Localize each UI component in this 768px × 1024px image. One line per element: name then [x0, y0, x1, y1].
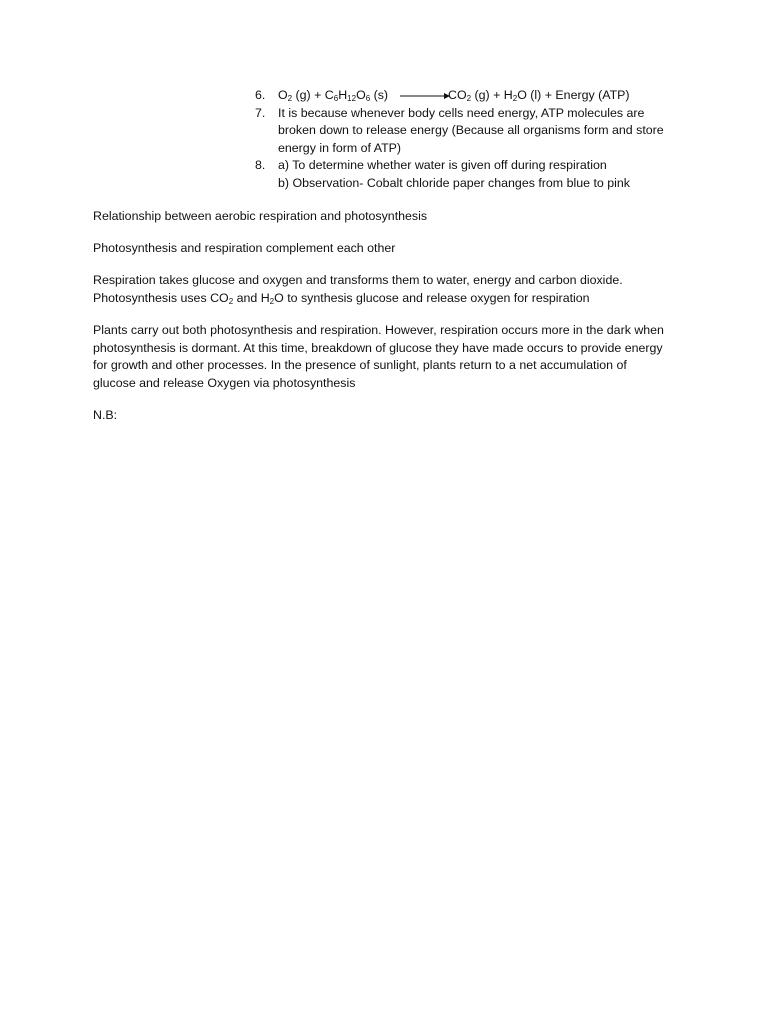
paragraph-plants: Plants carry out both photosynthesis and respiration. However, respiration occurs more in the dark when photosynthesis is dormant. At this time, breakdown of glucose they have made occurs to provide energy for growth and other processes. In the presence of sunlight, plants return to a net accumulation of glucose and release Oxygen via photosynthesis [93, 323, 664, 390]
answer-part-a: a) To determine whether water is given off during respiration [278, 158, 607, 172]
answer-part-b: b) Observation- Cobalt chloride paper changes from blue to pink [278, 175, 630, 190]
section-heading: Relationship between aerobic respiration and photosynthesis [93, 209, 428, 223]
answer-list [255, 87, 675, 192]
item-number: 6. [255, 88, 266, 102]
list-item-7 [255, 105, 675, 158]
answer-text: It is because whenever body cells need energy, ATP molecules are broken down to release energy (Because all organisms form and store energy in form of ATP) [278, 105, 664, 155]
reaction-arrow-icon [400, 92, 450, 100]
item-number: 8. [255, 158, 266, 172]
complement-statement: Photosynthesis and respiration complement each other [93, 241, 396, 255]
item-number: 7. [255, 105, 266, 120]
respiration-equation: $O_2$ $(g) + C_6H_{12}O_6$ (s) $CO_2$ $(g) + H_2O$ (l) + Energy (ATP) [278, 88, 630, 103]
list-item-6 [255, 87, 675, 105]
nb-note: N.B: [93, 408, 118, 422]
paragraph-respiration: Respiration takes glucose and oxygen and transforms them to water, energy and carbon dioxide. Photosynthesis uses $CO_2$ and $H_2O$ to synthesis glucose and release oxygen for respiration [93, 273, 623, 306]
list-item-8 [255, 157, 675, 192]
